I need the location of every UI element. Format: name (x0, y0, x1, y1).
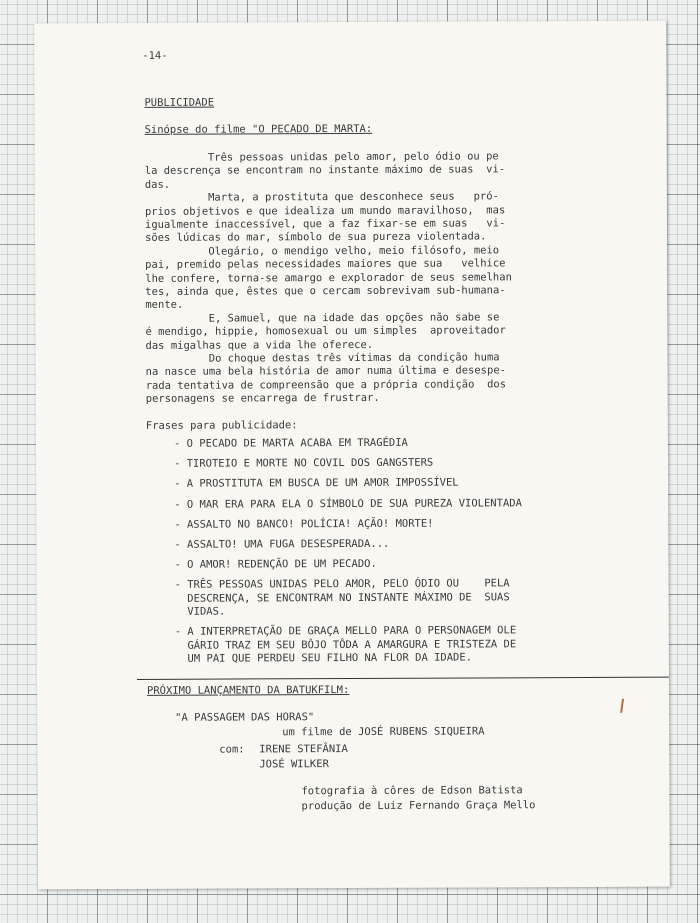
cast-member: JOSÉ WILKER (259, 758, 329, 771)
synopsis-line: personagens se encarrega de frustrar. (145, 392, 380, 406)
synopsis-line: das migalhas que a vida lhe oferece. (145, 338, 374, 352)
phrase-item: - A INTERPRETAÇÃO DE GRAÇA MELLO PARA O PERSONAGEM OLE (174, 624, 517, 639)
phrase-item-continuation: GÁRIO TRAZ EM SEU BÔJO TÔDA A AMARGURA E TRISTEZA DE (174, 638, 517, 652)
production-credit: produção de Luiz Fernando Graça Mello (301, 799, 536, 813)
synopsis-line: pai, premido pelas necessidades maiores que sua velhice (145, 257, 506, 272)
film-title: "A PASSAGEM DAS HORAS" (175, 711, 315, 724)
synopsis-line: E, Samuel, que na idade das opções não sabe se (145, 311, 500, 325)
synopsis-line: Do choque destas três vítimas da condição huma (145, 351, 500, 365)
synopsis-line: Olegário, o mendigo velho, meio filósofo, meio (145, 244, 500, 258)
synopsis-line: lhe confere, torna-se amargo e explorador de seus semelhan (145, 270, 512, 285)
director-line: um filme de JOSÉ RUBENS SIQUEIRA (282, 725, 485, 739)
phrase-item: - O AMOR! REDENÇÃO DE UM PECADO. (174, 558, 377, 571)
phrase-item: - O PECADO DE MARTA ACABA EM TRAGÉDIA (173, 436, 408, 450)
phrase-item: - TIROTEIO E MORTE NO COVIL DOS GANGSTERS (174, 456, 434, 470)
cast-member: IRENE STEFÂNIA (259, 743, 348, 756)
synopsis-line: tes, ainda que, êstes que o cercam sobrevivam sub-humana- (145, 284, 506, 298)
next-release-heading: PRÓXIMO LANÇAMENTO DA BATUKFILM: (147, 684, 350, 697)
synopsis-line: é mendigo, hippie, homosexual ou um simples aproveitador (145, 324, 506, 339)
phrase-item: - ASSALTO NO BANCO! POLÍCIA! AÇÃO! MORTE! (174, 517, 434, 531)
phrase-item: - A PROSTITUTA EM BUSCA DE UM AMOR IMPOSSÍVEL (174, 476, 459, 491)
phrase-item-continuation: VIDAS. (174, 605, 226, 618)
phrase-item-continuation: DESCRENÇA, SE ENCONTRAM NO INSTANTE MÁXIMO DE SUAS (174, 591, 510, 605)
section-divider (137, 677, 669, 680)
photography-credit: fotografia à côres de Edson Batista (301, 784, 523, 798)
synopsis-line: sões lúdicas do mar, símbolo de sua pureza violentada. (145, 230, 487, 245)
phrase-item: - O MAR ERA PARA ELA O SÍMBOLO DE SUA PUREZA VIOLENTADA (174, 496, 522, 511)
cast-label: com: (219, 743, 245, 756)
synopsis-line: Marta, a prostituta que desconhece seus pró- (144, 190, 499, 205)
synopsis-line: mente. (145, 299, 184, 312)
phrase-item: - ASSALTO! UMA FUGA DESESPERADA... (174, 537, 390, 551)
phrase-item: - TRÊS PESSOAS UNIDAS PELO AMOR, PELO ÓDIO OU PELA (174, 577, 510, 592)
page-number: -14- (142, 49, 168, 62)
pencil-mark (620, 699, 623, 713)
synopsis-line: igualmente inaccessível, que a faz fixar-se em suas vi- (144, 217, 506, 231)
synopsis-line: das. (144, 178, 171, 191)
synopsis-line: Três pessoas unidas pelo amor, pelo ódio ou pe (144, 150, 499, 164)
section-title: PUBLICIDADE (144, 96, 215, 109)
phrase-item-continuation: UM PAI QUE PERDEU SEU FILHO NA FLOR DA IDADE. (174, 651, 473, 665)
document-page (34, 21, 670, 890)
synopsis-line: rada tentativa de compreensão que a própria condição dos (145, 378, 507, 392)
synopsis-line: prios objetivos e que idealiza um mundo maravilhoso, mas (144, 203, 506, 218)
synopsis-line: la descrença se encontram no instante máximo de suas vi- (144, 163, 506, 178)
synopsis-heading: Sinópse do filme "O PECADO DE MARTA: (144, 122, 373, 136)
synopsis-line: na nasce uma bela história de amor numa última e desespe- (145, 364, 506, 379)
phrases-heading: Frases para publicidade: (145, 419, 298, 432)
